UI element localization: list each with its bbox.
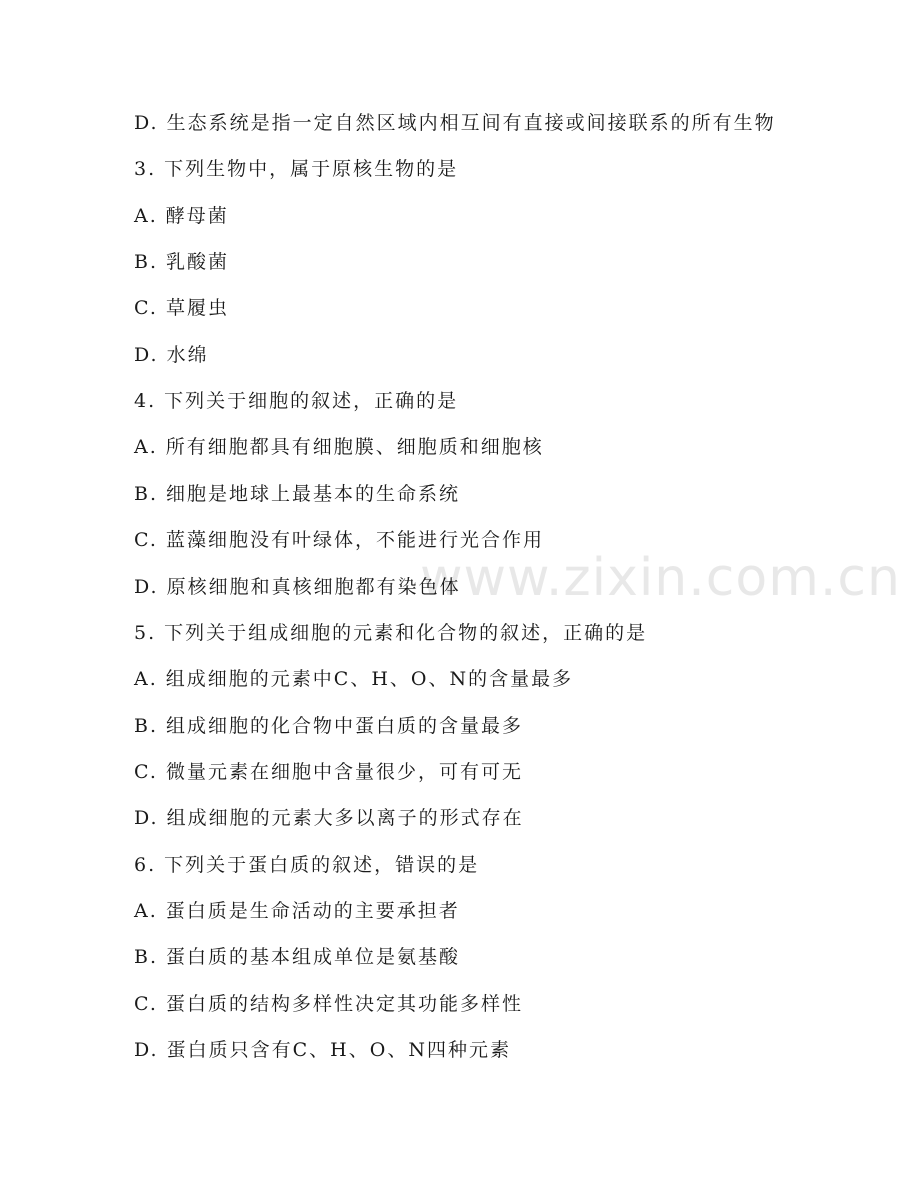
answer-option-line: C. 蓝藻细胞没有叶绿体，不能进行光合作用	[134, 529, 544, 551]
answer-option-line: B. 蛋白质的基本组成单位是氨基酸	[134, 946, 461, 968]
answer-option-line: A. 所有细胞都具有细胞膜、细胞质和细胞核	[134, 436, 544, 458]
answer-option-line: D. 蛋白质只含有C、H、O、N四种元素	[134, 1039, 511, 1061]
answer-option-line: A. 酵母菌	[134, 205, 229, 227]
answer-option-line: C. 微量元素在细胞中含量很少，可有可无	[134, 761, 523, 783]
question-line: 6. 下列关于蛋白质的叙述，错误的是	[134, 854, 480, 876]
answer-option-line: D. 水绵	[134, 344, 209, 366]
answer-option-line: D. 组成细胞的元素大多以离子的形式存在	[134, 807, 524, 829]
answer-option-line: A. 组成细胞的元素中C、H、O、N的含量最多	[134, 668, 574, 690]
question-line: 5. 下列关于组成细胞的元素和化合物的叙述，正确的是	[134, 622, 648, 644]
answer-option-line: B. 细胞是地球上最基本的生命系统	[134, 483, 461, 505]
answer-option-line: B. 乳酸菌	[134, 251, 230, 273]
answer-option-line: C. 草履虫	[134, 297, 229, 319]
question-line: 3. 下列生物中，属于原核生物的是	[134, 158, 459, 180]
answer-option-line: A. 蛋白质是生命活动的主要承担者	[134, 900, 460, 922]
answer-option-line: D. 生态系统是指一定自然区域内相互间有直接或间接联系的所有生物	[134, 112, 776, 134]
watermark: www.zixin.com.cn	[420, 548, 901, 608]
answer-option-line: B. 组成细胞的化合物中蛋白质的含量最多	[134, 715, 524, 737]
question-line: 4. 下列关于细胞的叙述，正确的是	[134, 390, 459, 412]
answer-option-line: D. 原核细胞和真核细胞都有染色体	[134, 576, 461, 598]
answer-option-line: C. 蛋白质的结构多样性决定其功能多样性	[134, 993, 523, 1015]
